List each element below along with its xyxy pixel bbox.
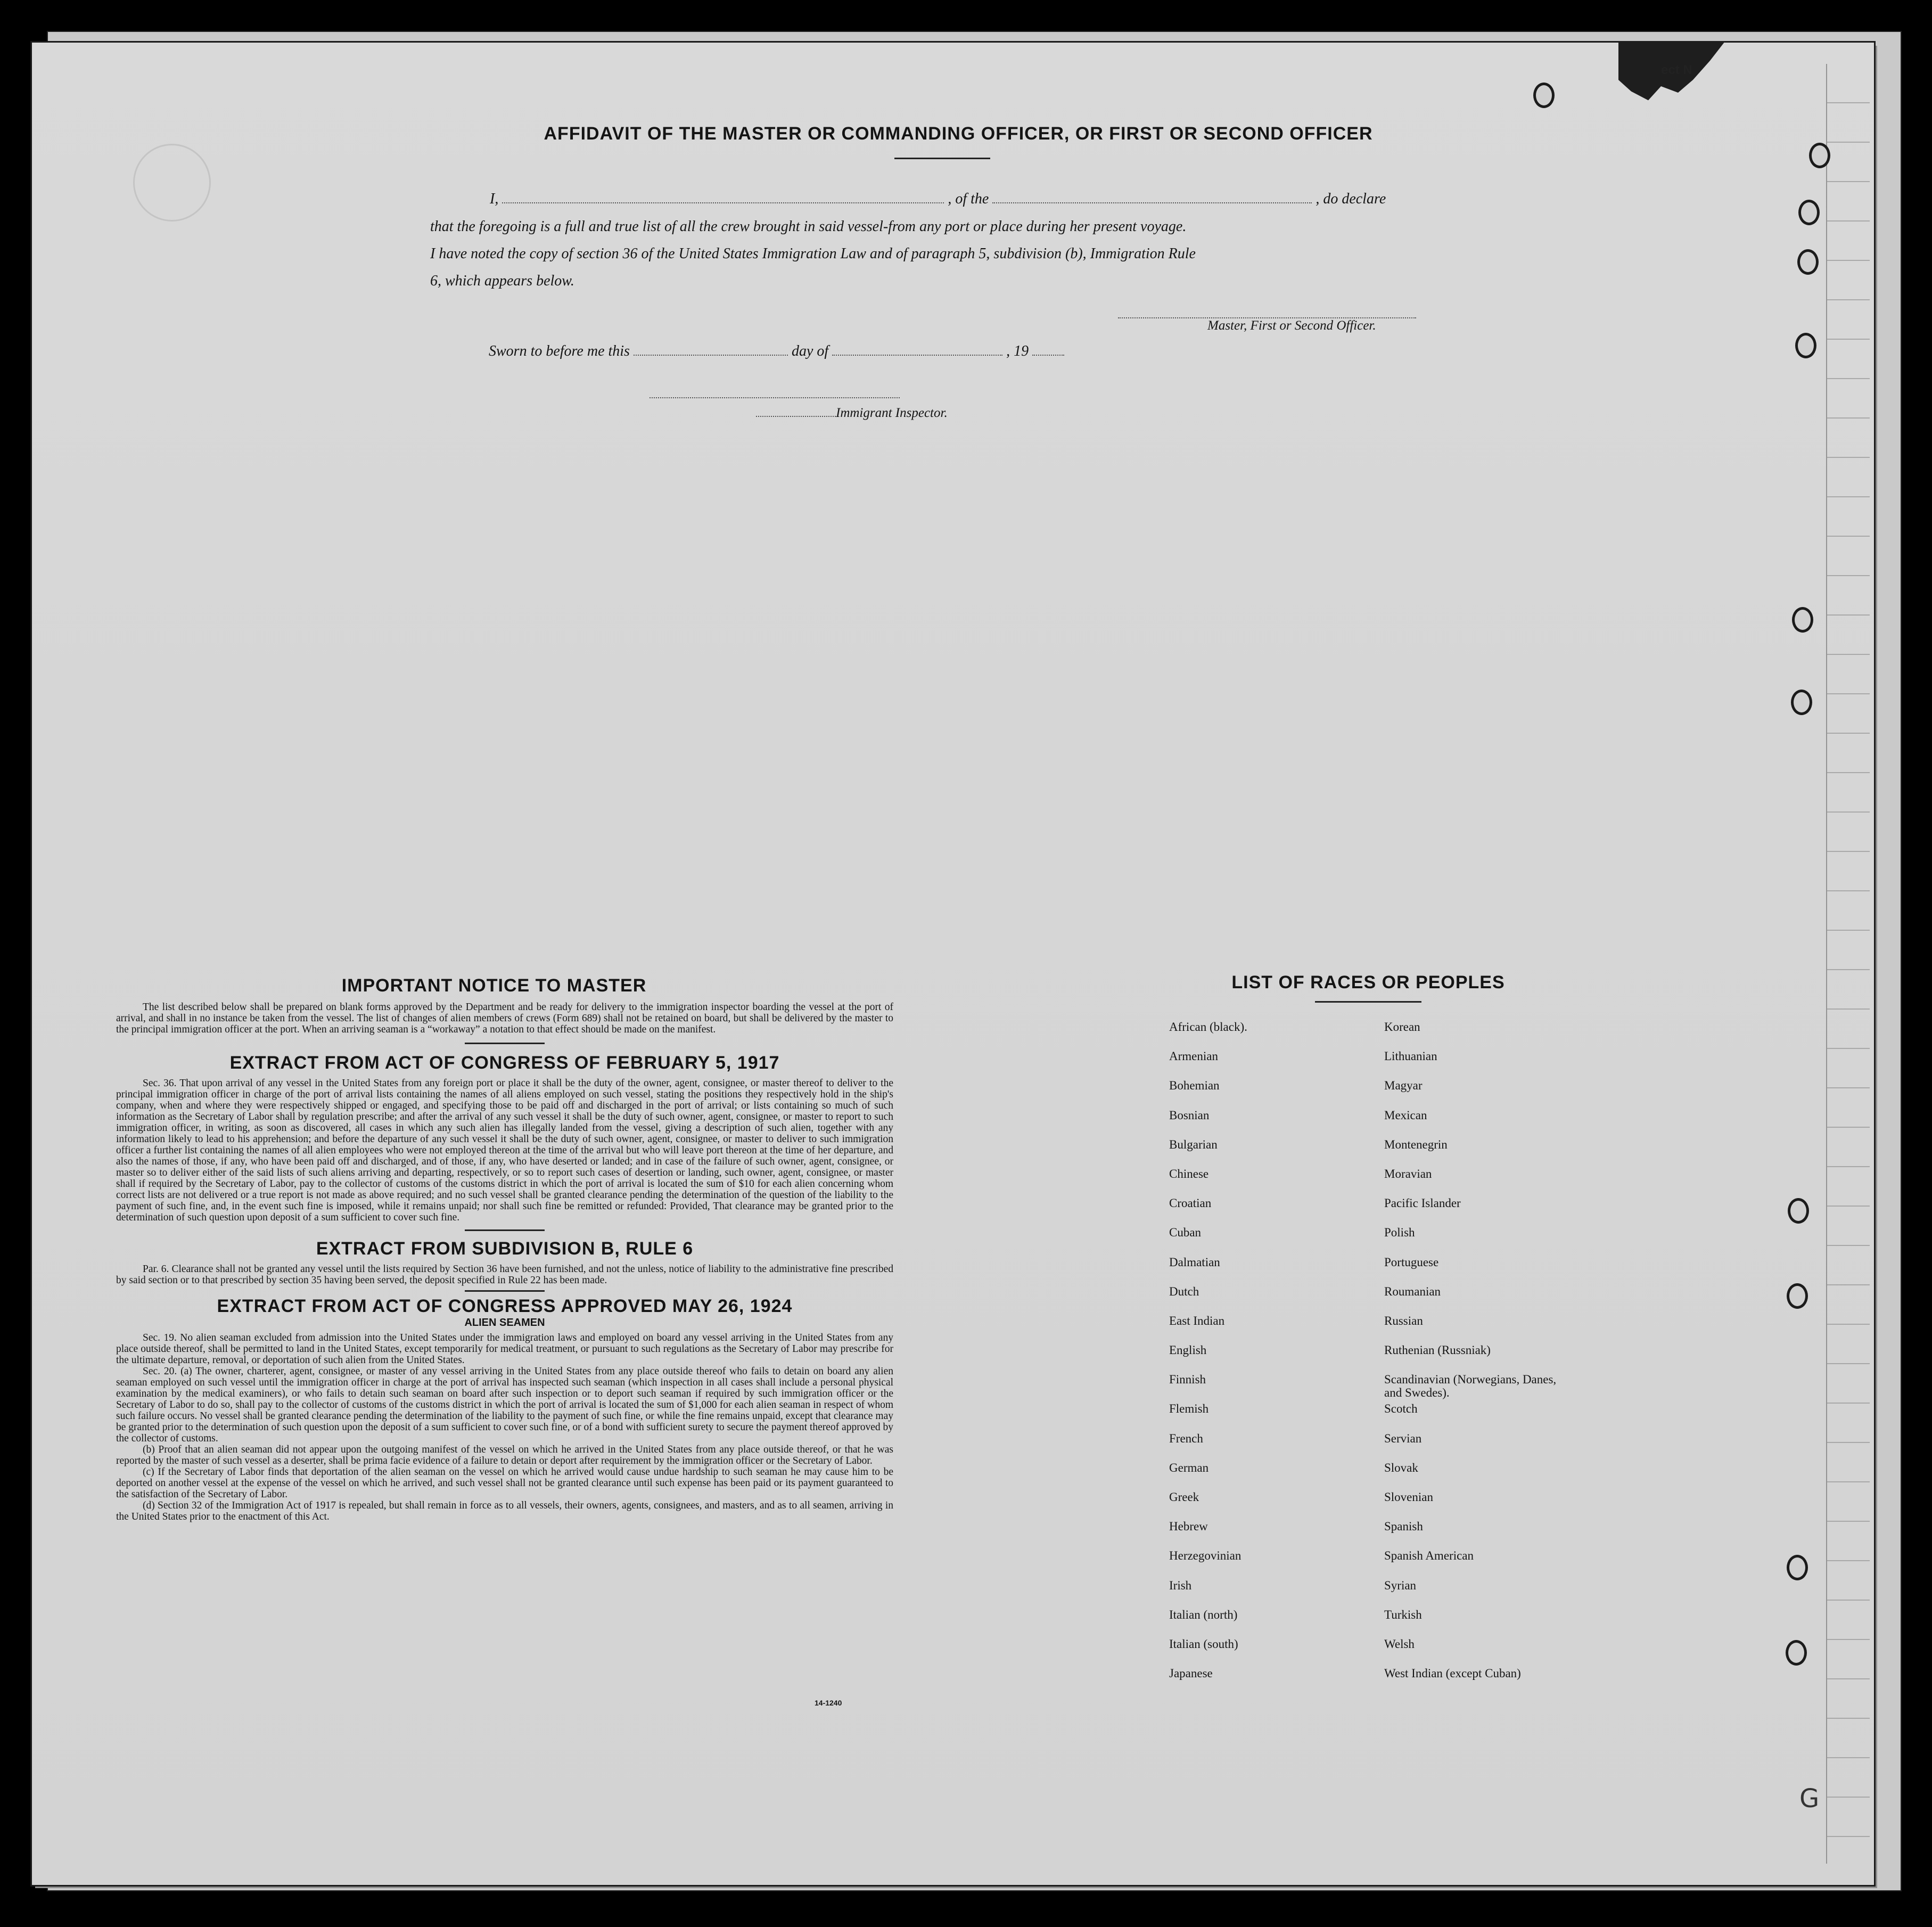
race-item: Magyar [1384,1079,1423,1093]
extract-1924-sec20d: (d) Section 32 of the Immigration Act of 1917 is repealed, but shall remain in force as to all vessels, their owners, agents, consignees, and masters, and as to all seamen, arriving in the United States prior to the enactment of this Act. [116,1500,893,1522]
race-item: English [1169,1343,1207,1357]
punch-hole [1792,607,1813,633]
race-item: Hebrew [1169,1520,1208,1534]
notice-text: The list described below shall be prepared on blank forms approved by the Department and be ready for delivery to the immigration inspector boarding the vessel at the port of arrival, and shall in no instance be taken from the vessel. The list of changes of alien members of crews (Form 689) shall not be retained on board, but shall be delivered by the master to the principal immigration officer at the port. When an arriving seaman is a “workaway” a notation to that effect should be made on the manifest. [116,1002,893,1035]
pencil-mark: G [1799,1784,1820,1814]
race-item: Armenian [1169,1049,1218,1063]
race-item: Servian [1384,1431,1422,1445]
extract-1924-sec20c: (c) If the Secretary of Labor finds that deportation of the alien seaman on the vessel on which he arrived would cause undue hardship to such seaman he may cause him to be deported on another vessel at the expense of the vessel on which he arrived, and such vessel shall not be granted clearance until such expense has been paid or its payment guaranteed to the satisfaction of the Secretary of Labor. [116,1466,893,1500]
race-item: French [1169,1431,1203,1445]
affidavit-title: AFFIDAVIT OF THE MASTER OR COMMANDING OFFICER, OR FIRST OR SECOND OFFICER [544,124,1373,144]
divider [465,1290,545,1292]
race-item: Bosnian [1169,1108,1210,1122]
title-underline [894,158,990,159]
race-item: Spanish American [1384,1549,1474,1563]
ledger-lines [1826,64,1870,1864]
inspector-dotted-lead [756,406,836,417]
notice-title: IMPORTANT NOTICE TO MASTER [341,975,647,996]
inspector-caption-text: Immigrant Inspector. [836,406,948,420]
race-item: Polish [1384,1226,1415,1240]
punch-hole [1787,1283,1808,1309]
punch-hole [1795,333,1816,358]
do-declare-label: , do declare [1316,191,1386,207]
sworn-day-field[interactable] [634,343,788,356]
of-the-label: , of the [948,191,989,207]
day-of-label: day of [791,343,829,359]
race-item: Croatian [1169,1196,1212,1210]
sworn-line [489,343,1064,360]
race-item: West Indian (except Cuban) [1384,1667,1521,1680]
races-right-column [1384,1020,1565,1696]
extract-1924-sec19: Sec. 19. No alien seaman excluded from admission into the United States under the immigration laws and employed on board any vessel arriving in the United States from any place outside thereof, shall be permitted to land in the United States, except temporarily for medical treatment, or pursuant to such regulations as the Secretary of Labor may prescribe for the ultimate departure, removal, or deportation of such alien from the United States. [116,1332,893,1366]
i-label: I, [490,191,499,207]
race-item: Greek [1169,1490,1199,1504]
sworn-month-field[interactable] [832,343,1002,356]
race-item: Pacific Islander [1384,1196,1461,1210]
sworn-year-field[interactable] [1032,343,1064,356]
race-item: Spanish [1384,1520,1423,1534]
race-item: Scotch [1384,1402,1418,1416]
race-item: Slovak [1384,1461,1418,1474]
race-item: Scandinavian (Norwegians, Danes, and Swedes). [1384,1373,1557,1400]
inspector-signature-line[interactable] [650,397,900,398]
notice-column [116,975,893,1522]
punch-hole [1788,1198,1809,1224]
extract-1924-sec20b: (b) Proof that an alien seaman did not appear upon the outgoing manifest of the vessel on which he arrived in the United States from any place outside thereof, or that he was reported by the master of such vessel as a deserter, shall be prima facie evidence of a failure to detain or deport after requirement by the immigration officer or the Secretary of Labor. [116,1444,893,1466]
race-item: Finnish [1169,1373,1206,1387]
race-item: Mexican [1384,1108,1427,1122]
race-item: Moravian [1384,1167,1432,1180]
affidavit-line-2: that the foregoing is a full and true list of all the crew brought in said vessel-from any port or place during her present voyage. [430,218,1187,235]
races-underline [1315,1001,1421,1003]
race-item: Italian (south) [1169,1637,1238,1651]
punch-hole [1809,143,1830,168]
race-item: Flemish [1169,1402,1209,1416]
race-item: Herzegovinian [1169,1549,1242,1563]
corner-label: ect N [1661,63,1692,77]
document-page [32,43,1874,1885]
faded-seal [133,144,211,222]
inspector-caption [756,406,948,421]
race-item: Portuguese [1384,1255,1439,1269]
race-item: Turkish [1384,1608,1422,1621]
race-item: Russian [1384,1314,1423,1327]
affidavit-declaration-line [490,191,1386,208]
extract-1924-sec20a: Sec. 20. (a) The owner, charterer, agent, consignee, or master of any vessel arriving in the United States from any place outside thereof who fails to detain on board any alien seaman employed on such vessel until the immigration officer in charge at the port of arrival has inspected such seaman (which inspection in all cases shall include a personal physical examination by the medical examiners), or who fails to detain such seaman on board after such inspection or to deport such seaman if required by such immigration officer or the Secretary of Labor to do so, shall pay to the collector of customs of the customs district in which the port of arrival is located the sum of $1,000 for each alien seaman in respect of whom such failure occurs. No vessel shall be granted clearance pending the determination of the liability to the payment of such fine, or while the fine remains unpaid, except that clearance may be granted prior to the determination of such question upon the deposit of a sum sufficient to cover such fine, or of a bond with sufficient surety to secure the payment thereof approved by the collector of customs. [116,1366,893,1444]
sworn-label: Sworn to before me this [489,343,630,359]
race-item: Bulgarian [1169,1137,1218,1151]
race-item: Slovenian [1384,1490,1433,1504]
affidavit-line-3: I have noted the copy of section 36 of the United States Immigration Law and of paragraph 5, subdivision (b), Immigration Rule [430,245,1196,262]
race-item: Dalmatian [1169,1255,1220,1269]
race-item: Cuban [1169,1226,1202,1240]
extract-1924-title: EXTRACT FROM ACT OF CONGRESS APPROVED MAY 26, 1924 [217,1296,793,1316]
race-item: German [1169,1461,1209,1474]
race-item: Dutch [1169,1284,1199,1298]
race-item: Syrian [1384,1578,1417,1592]
race-item: Bohemian [1169,1079,1220,1093]
master-signature-caption: Master, First or Second Officer. [1207,318,1376,333]
rule6-text: Par. 6. Clearance shall not be granted any vessel until the lists required by Section 36 have been furnished, and not the unless, notice of liability to the administrative fine prescribed by said section or to that prescribed by section 35 having been served, the deposit specified in Rule 22 has been made. [116,1264,893,1286]
punch-hole [1533,83,1555,108]
race-item: Ruthenian (Russniak) [1384,1343,1491,1357]
extract-1917-title: EXTRACT FROM ACT OF CONGRESS OF FEBRUARY 5, 1917 [229,1053,780,1073]
race-item: Korean [1384,1020,1420,1034]
extract-1917-text: Sec. 36. That upon arrival of any vessel in the United States from any foreign port or place it shall be the duty of the owner, agent, consignee, or master thereof to deliver to the principal immigration officer in charge of the port of arrival lists containing the names of all aliens employed on such vessel, stating the positions they respectively hold in the ship's company, when and where they were respectively shipped or engaged, and specifying those to be paid off and discharged in the port of arrival; or lists containing so much of such information as the Secretary of Labor shall by regulation prescribe; and after the arrival of any such vessel it shall be the duty of such owner, agent, consignee, or master to report to such immigration officer, in writing, as soon as discovered, all cases in which any such alien has illegally landed from the vessel, giving a description of such alien, together with any information likely to lead to his apprehension; and before the departure of any such vessel it shall be the duty of such owner, agent, consignee, or master to deliver to such immigration officer a further list containing the names of all alien employees who were not employed thereon at the time of the arrival but who will leave port thereon at the time of her departure, and also the names of those, if any, who have been paid off and discharged, and of those, if any, who have deserted or landed; and in case of the failure of such owner, agent, consignee, or master so to deliver either of the said lists of such aliens arriving and departing, respectively, or so to report such cases of desertion or landing, such owner, agent, consignee, or master shall if required by the Secretary of Labor, pay to the collector of customs of the customs district in which the port of arrival is located the sum of $10 for each alien concerning whom correct lists are not delivered or a true report is not made as above required; and no such vessel shall be granted clearance pending the determination of the question of the liability to the payment of such fine, and, in the event such fine is imposed, while it remains unpaid; nor shall such fine be remitted or refunded: Provided, That clearance may be granted prior to the determination of such question upon deposit of a sum sufficient to cover such fine. [116,1078,893,1223]
race-item: Italian (north) [1169,1608,1238,1621]
officer-name-field[interactable] [502,191,944,203]
punch-hole [1798,200,1820,225]
year-label: , 19 [1006,343,1029,359]
extract-1924-subtitle: ALIEN SEAMEN [464,1317,545,1329]
affidavit-line-4: 6, which appears below. [430,273,574,289]
race-item: Welsh [1384,1637,1415,1651]
vessel-field[interactable] [992,191,1312,203]
race-item: African (black). [1169,1020,1247,1034]
races-left-column [1169,1020,1247,1696]
race-item: Montenegrin [1384,1137,1448,1151]
rule6-title: EXTRACT FROM SUBDIVISION B, RULE 6 [316,1239,694,1259]
races-title: LIST OF RACES OR PEOPLES [1231,972,1505,993]
race-item: Chinese [1169,1167,1209,1180]
race-item: Irish [1169,1578,1192,1592]
race-item: Roumanian [1384,1284,1441,1298]
race-item: Lithuanian [1384,1049,1437,1063]
punch-hole [1791,690,1812,715]
punch-hole [1797,249,1819,275]
punch-hole [1786,1640,1807,1666]
race-item: Japanese [1169,1667,1213,1680]
race-item: East Indian [1169,1314,1225,1327]
form-number: 14-1240 [815,1699,842,1707]
divider [465,1043,545,1044]
divider [465,1229,545,1231]
punch-hole [1787,1555,1808,1580]
